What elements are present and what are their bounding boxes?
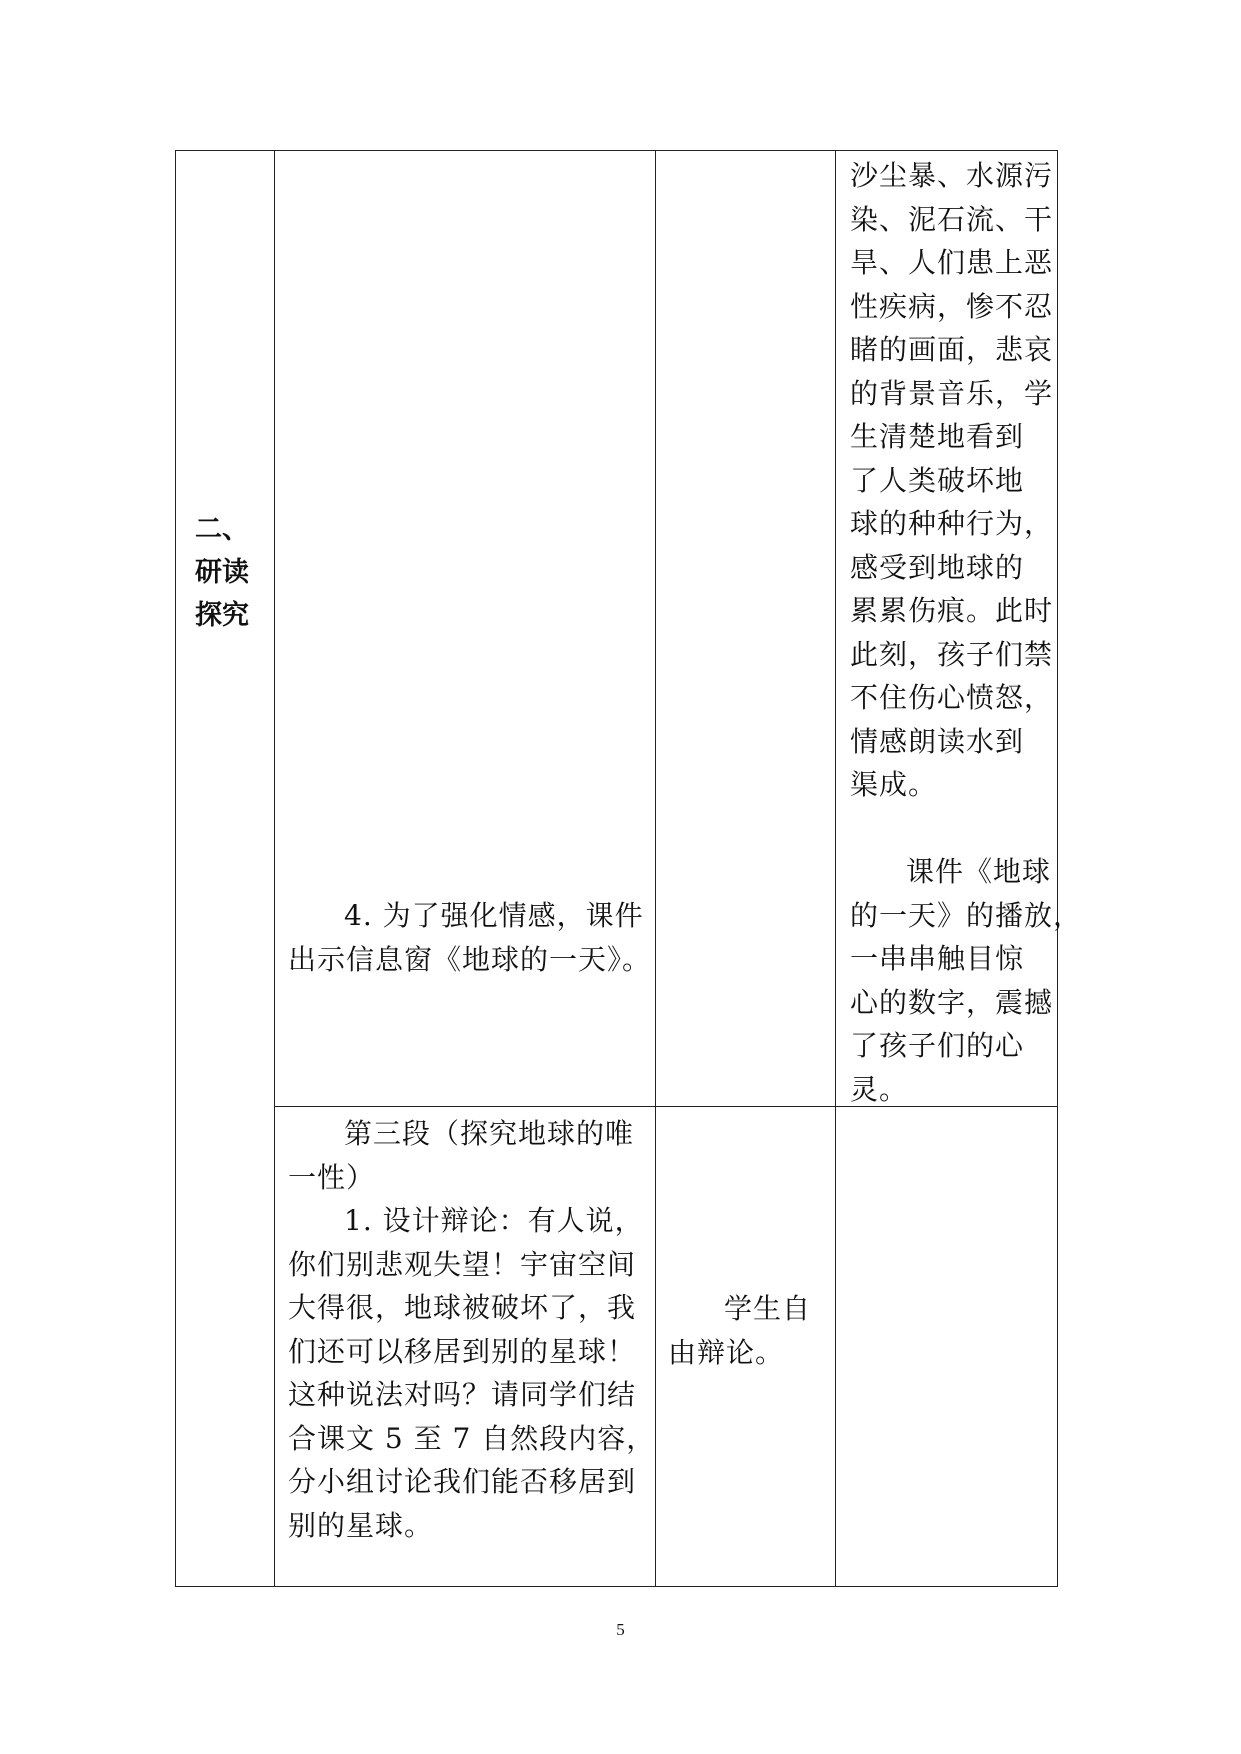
text-line: 了人类破坏地 <box>850 463 1025 497</box>
design-intent-courseware <box>850 850 1083 1111</box>
text-line: 生清楚地看到 <box>850 420 1025 453</box>
text-line: 学生自 <box>724 1292 812 1325</box>
text-line: 的一天》的播放， <box>850 898 1083 932</box>
text-line: 累累伤痕。此时 <box>850 594 1054 627</box>
text-line: 由辩论。 <box>668 1335 785 1369</box>
text-line: 旱、人们患上恶 <box>850 246 1054 279</box>
section-label-line: 研读 <box>195 557 249 588</box>
section-label <box>195 508 275 637</box>
column-divider-1 <box>274 150 275 1587</box>
text-line: 沙尘暴、水源污 <box>850 159 1054 192</box>
text-line: 这种说法对吗？请同学们结 <box>288 1378 637 1411</box>
text-line: 们还可以移居到别的星球！ <box>288 1334 637 1368</box>
design-intent-top <box>850 154 1054 807</box>
text-line: 你们别悲观失望！宇宙空间 <box>288 1247 637 1281</box>
text-line: 渠成。 <box>850 768 938 801</box>
text-line: 球的种种行为， <box>850 507 1054 540</box>
text-line: 大得很，地球被破坏了，我 <box>288 1291 637 1324</box>
text-line: 一性） <box>288 1160 376 1194</box>
teacher-activity-section3 <box>288 1112 656 1547</box>
text-line: 不住伤心愤怒， <box>850 681 1054 714</box>
text-line: 睹的画面，悲哀 <box>850 333 1054 366</box>
text-line: 灵。 <box>850 1072 909 1106</box>
text-line: 的背景音乐，学 <box>850 376 1054 410</box>
text-line: 情感朗读水到 <box>850 724 1025 758</box>
teacher-activity-step4 <box>288 894 652 981</box>
section-label-line: 二、 <box>195 514 249 545</box>
text-line: 分小组讨论我们能否移居到 <box>288 1465 637 1498</box>
text-line: 了孩子们的心 <box>850 1029 1025 1062</box>
student-activity <box>668 1287 838 1374</box>
text-line: 合课文 5 至 7 自然段内容， <box>288 1421 656 1455</box>
text-line: 心的数字，震撼 <box>850 985 1054 1019</box>
text-line: 性疾病，惨不忍 <box>850 289 1054 323</box>
text-line: 出示信息窗《地球的一天》。 <box>288 942 652 976</box>
column-divider-2 <box>655 150 656 1587</box>
text-line: 染、泥石流、干 <box>850 202 1054 236</box>
text-line: 一串串触目惊 <box>850 942 1025 975</box>
page-number: 5 <box>616 1620 625 1639</box>
section-label-line: 探究 <box>195 600 249 631</box>
text-line: 第三段（探究地球的唯 <box>344 1117 635 1150</box>
text-line: 别的星球。 <box>288 1508 434 1542</box>
text-line: 课件《地球 <box>906 855 1052 888</box>
text-line: 此刻，孩子们禁 <box>850 637 1054 671</box>
text-line: 4. 为了强化情感，课件 <box>344 899 644 932</box>
text-line: 1. 设计辩论：有人说， <box>344 1204 644 1237</box>
text-line: 感受到地球的 <box>850 550 1025 584</box>
